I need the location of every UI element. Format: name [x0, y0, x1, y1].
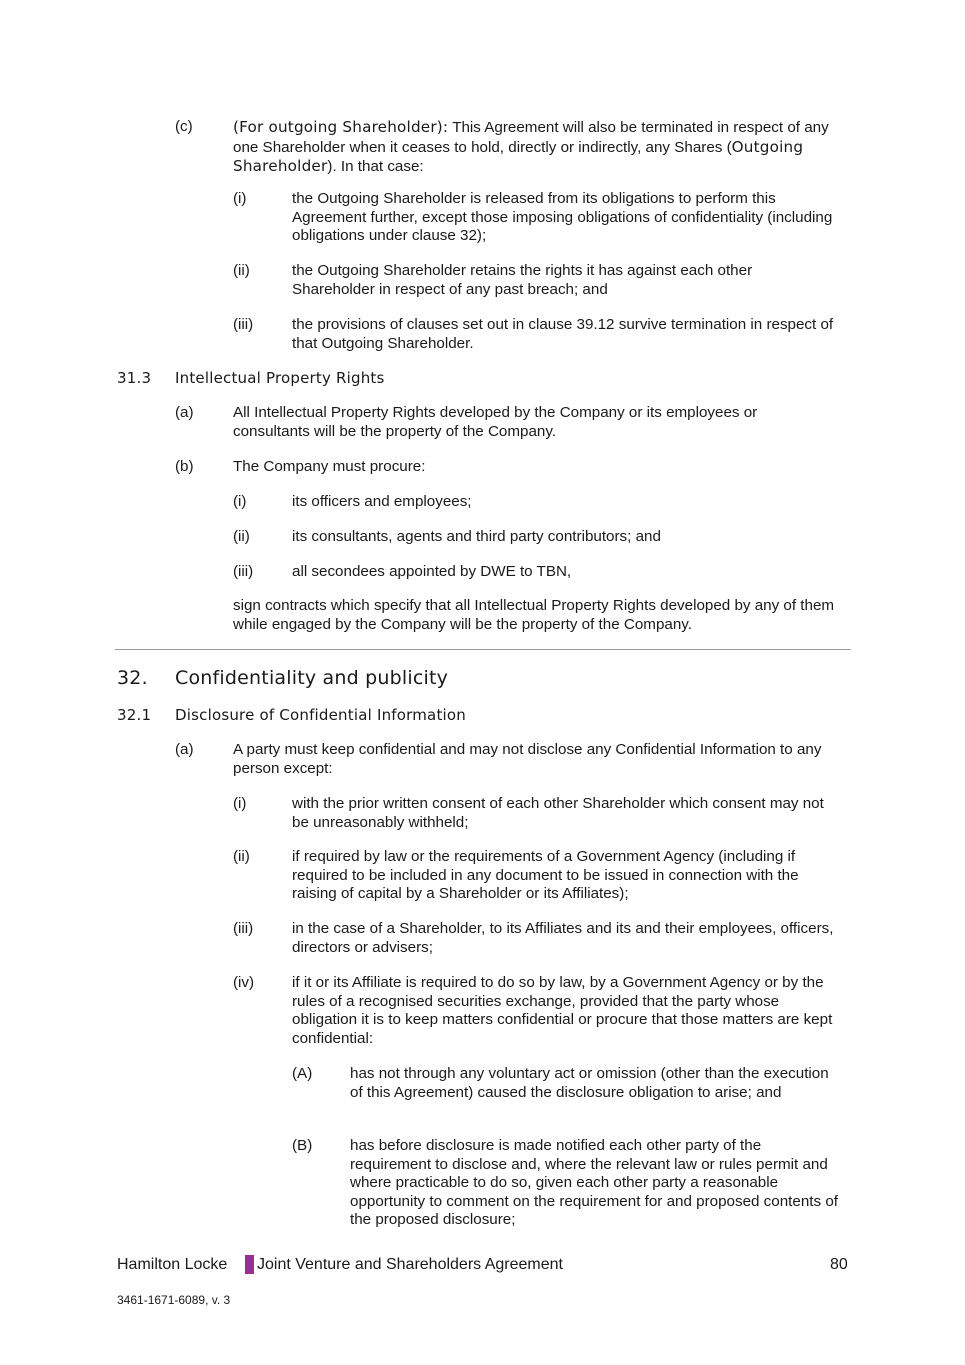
- section-31-3-number: 31.3: [117, 369, 152, 387]
- footer-accent-bar: [245, 1255, 254, 1274]
- list-item-label: (i): [233, 190, 247, 207]
- sub-item-label: (B): [292, 1137, 313, 1154]
- sub-item-text: has not through any voluntary act or omission (other than the execution of this Agreement) caused the disclosure obligation to arise; and: [350, 1065, 829, 1101]
- list-item-text: the Outgoing Shareholder retains the rights it has against each other Shareholder in respect of any past breach; and: [292, 262, 753, 298]
- list-item-label: (iii): [233, 316, 254, 333]
- clause-b-label: (b): [175, 458, 194, 475]
- list-item-text: its officers and employees;: [292, 493, 472, 510]
- footer-firm-name: Hamilton Locke: [117, 1256, 228, 1273]
- sub-item-text: has before disclosure is made notified each other party of the requirement to disclose and, where the relevant law or rules permit and where practicable to do so, given each other party a reasonable opportunity to comment on the requirement for and proposed contents of the proposed disclosure;: [350, 1137, 838, 1229]
- list-item-text: its consultants, agents and third party contributors; and: [292, 528, 661, 545]
- page-number: 80: [830, 1256, 848, 1273]
- list-item-label: (iii): [233, 563, 254, 580]
- section-divider: [115, 649, 851, 650]
- clause-c-label: (c): [175, 118, 193, 135]
- section-32-1-number: 32.1: [117, 706, 152, 724]
- clause-c-text-1: This Agreement will also be terminated in respect of any one Shareholder when it ceases to hold, directly or indirectly, any Shares (: [233, 119, 829, 156]
- clause-b-closing-text: sign contracts which specify that all Intellectual Property Rights developed by any of them while engaged by the Company will be the property of the Company.: [233, 597, 835, 633]
- list-item-label: (ii): [233, 528, 250, 545]
- clause-b-text: The Company must procure:: [233, 458, 426, 475]
- footer-document-title: Joint Venture and Shareholders Agreement: [257, 1256, 563, 1273]
- clause-a-text: A party must keep confidential and may not disclose any Confidential Information to any person except:: [233, 741, 822, 777]
- sub-item-label: (A): [292, 1065, 313, 1082]
- section-32-1-title: Disclosure of Confidential Information: [175, 706, 466, 724]
- list-item-label: (i): [233, 493, 247, 510]
- list-item-text: the provisions of clauses set out in clause 39.12 survive termination in respect of that Outgoing Shareholder.: [292, 316, 834, 352]
- section-32-title: Confidentiality and publicity: [175, 667, 449, 689]
- list-item-label: (ii): [233, 848, 250, 865]
- list-item-text: the Outgoing Shareholder is released from its obligations to perform this Agreement further, except those imposing obligations of confidentiality (including obligations under clause 32);: [292, 190, 833, 245]
- list-item-label: (i): [233, 795, 247, 812]
- list-item-text: if required by law or the requirements of a Government Agency (including if required to be included in any document to be issued in connection with the raising of capital by a Shareholder or its Affiliates);: [292, 848, 799, 903]
- clause-c-text: [233, 118, 845, 177]
- clause-a-text: All Intellectual Property Rights developed by the Company or its employees or consultants will be the property of the Company.: [233, 404, 758, 440]
- clause-a-label: (a): [175, 741, 194, 758]
- section-31-3-title: Intellectual Property Rights: [175, 369, 385, 387]
- list-item-text: with the prior written consent of each other Shareholder which consent may not be unreasonably withheld;: [292, 795, 824, 831]
- document-id: 3461-1671-6089, v. 3: [117, 1293, 231, 1307]
- clause-c-text-2: ). In that case:: [327, 158, 424, 176]
- list-item-text: all secondees appointed by DWE to TBN,: [292, 563, 572, 580]
- clause-c-defined-term: Outgoing Shareholder: [233, 137, 804, 176]
- list-item-label: (iv): [233, 974, 255, 991]
- list-item-label: (ii): [233, 262, 250, 279]
- clause-a-label: (a): [175, 404, 194, 421]
- list-item-text: in the case of a Shareholder, to its Affiliates and its and their employees, officers, directors or advisers;: [292, 920, 834, 956]
- section-32-number: 32.: [117, 667, 148, 689]
- list-item-text: if it or its Affiliate is required to do so by law, by a Government Agency or by the rules of a recognised securities exchange, provided that the party whose obligation it is to keep matters confidential or procure that those matters are kept confidential:: [292, 974, 833, 1047]
- clause-c-heading: (For outgoing Shareholder):: [233, 118, 449, 136]
- list-item-label: (iii): [233, 920, 254, 937]
